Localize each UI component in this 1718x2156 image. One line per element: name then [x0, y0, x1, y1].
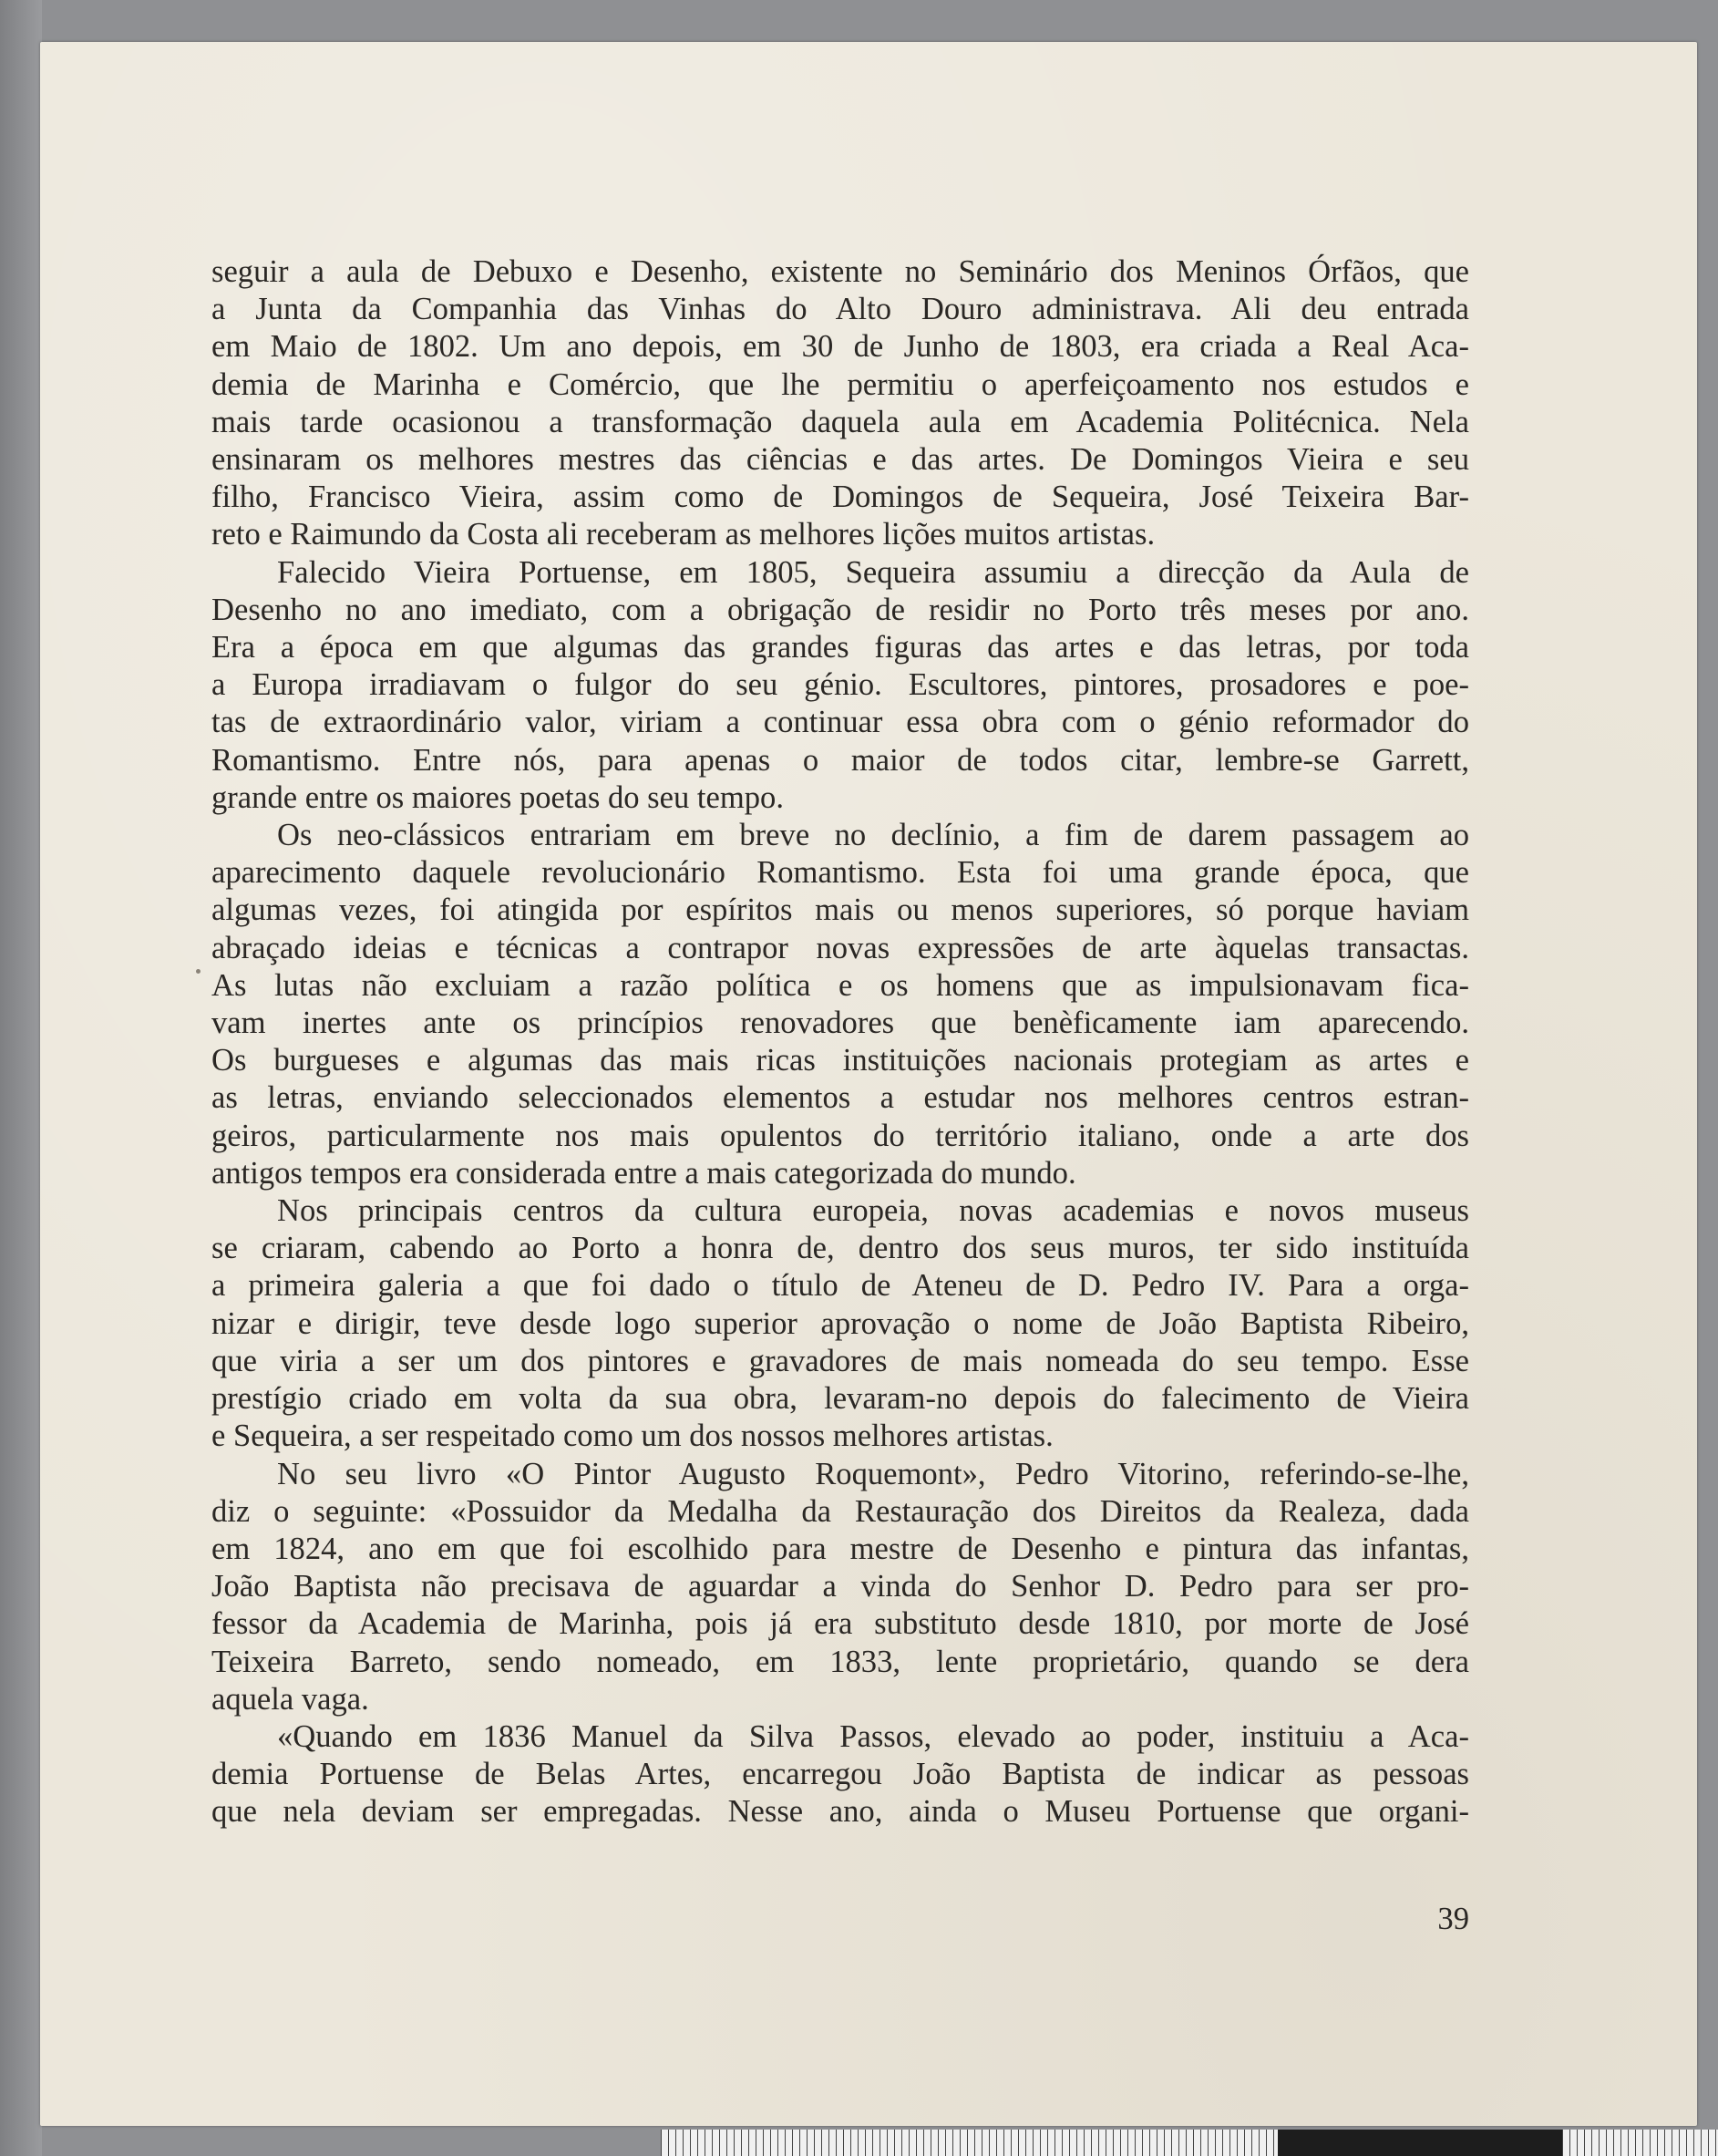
text-line: demia de Marinha e Comércio, que lhe permitiu o aperfeiçoamento nos estudos e [211, 366, 1469, 402]
scan-background [0, 0, 42, 2156]
text-line: que nela deviam ser empregadas. Nesse ano, ainda o Museu Portuense que organi- [211, 1794, 1469, 1830]
document-page [40, 42, 1697, 2126]
text-line: em Maio de 1802. Um ano depois, em 30 de Junho de 1803, era criada a Real Aca- [211, 329, 1469, 365]
text-line: e Sequeira, a ser respeitado como um dos nossos melhores artistas. [211, 1418, 1054, 1454]
text-line: demia Portuense de Belas Artes, encarregou João Baptista de indicar as pessoas [211, 1757, 1469, 1792]
text-line: que viria a ser um dos pintores e gravadores de mais nomeada do seu tempo. Esse [211, 1343, 1469, 1378]
text-line: aparecimento daquele revolucionário Romantismo. Esta foi uma grande época, que [211, 855, 1469, 891]
text-line: a Europa irradiavam o fulgor do seu génio. Escultores, pintores, prosadores e poe- [211, 667, 1469, 703]
text-line: se criaram, cabendo ao Porto a honra de, dentro dos seus muros, ter sido instituída [211, 1231, 1469, 1266]
text-line: as letras, enviando seleccionados elementos a estudar nos melhores centros estran- [211, 1080, 1469, 1116]
text-line: No seu livro «O Pintor Augusto Roquemont», Pedro Vitorino, referindo-se-lhe, [277, 1456, 1469, 1491]
scan-ruler-tail [1562, 2130, 1718, 2156]
text-line: Teixeira Barreto, sendo nomeado, em 1833, lente proprietário, quando se dera [211, 1644, 1469, 1679]
text-line: diz o seguinte: «Possuidor da Medalha da Restauração dos Direitos da Realeza, dada [211, 1493, 1469, 1529]
text-line: reto e Raimundo da Costa ali receberam as melhores lições muitos artistas. [211, 517, 1156, 552]
page-number: 39 [1437, 1902, 1469, 1936]
text-line: filho, Francisco Vieira, assim como de Domingos de Sequeira, José Teixeira Bar- [211, 480, 1469, 515]
text-line: antigos tempos era considerada entre a mais categorizada do mundo. [211, 1155, 1076, 1191]
text-line: As lutas não excluiam a razão política e os homens que as impulsionavam fica- [211, 967, 1469, 1003]
body-text [211, 253, 1469, 1831]
text-line: prestígio criado em volta da sua obra, levaram-no depois do falecimento de Vieira [211, 1381, 1469, 1417]
paper-speck [196, 969, 201, 974]
text-line: ensinaram os melhores mestres das ciências e das artes. De Domingos Vieira e seu [211, 442, 1469, 478]
text-line: Desenho no ano imediato, com a obrigação de residir no Porto três meses por ano. [211, 592, 1469, 627]
text-line: João Baptista não precisava de aguardar a vinda do Senhor D. Pedro para ser pro- [211, 1569, 1469, 1604]
text-line: vam inertes ante os princípios renovadores que benèficamente iam aparecendo. [211, 1006, 1469, 1041]
scan-ruler-dark-segment [1278, 2130, 1562, 2156]
text-line: abraçado ideias e técnicas a contrapor novas expressões de arte àquelas transactas. [211, 930, 1469, 965]
text-line: a Junta da Companhia das Vinhas do Alto Douro administrava. Ali deu entrada [211, 292, 1469, 327]
text-line: Os neo-clássicos entrariam em breve no declínio, a fim de darem passagem ao [277, 818, 1469, 853]
text-line: a primeira galeria a que foi dado o título de Ateneu de D. Pedro IV. Para a orga- [211, 1268, 1469, 1304]
text-line: algumas vezes, foi atingida por espíritos mais ou menos superiores, só porque haviam [211, 892, 1469, 928]
text-line: grande entre os maiores poetas do seu tempo. [211, 779, 784, 815]
text-line: mais tarde ocasionou a transformação daquela aula em Academia Politécnica. Nela [211, 404, 1469, 439]
text-line: aquela vaga. [211, 1681, 369, 1717]
text-line: «Quando em 1836 Manuel da Silva Passos, elevado ao poder, instituiu a Aca- [277, 1718, 1469, 1754]
text-line: seguir a aula de Debuxo e Desenho, existente no Seminário dos Meninos Órfãos, que [211, 254, 1469, 289]
text-line: Romantismo. Entre nós, para apenas o maior de todos citar, lembre-se Garrett, [211, 742, 1469, 778]
text-line: fessor da Academia de Marinha, pois já era substituto desde 1810, por morte de José [211, 1606, 1469, 1642]
text-line: Nos principais centros da cultura europeia, novas academias e novos museus [277, 1193, 1469, 1229]
text-line: Os burgueses e algumas das mais ricas instituições nacionais protegiam as artes e [211, 1043, 1469, 1078]
text-line: tas de extraordinário valor, viriam a continuar essa obra com o génio reformador do [211, 705, 1469, 740]
text-line: em 1824, ano em que foi escolhido para mestre de Desenho e pintura das infantas, [211, 1531, 1469, 1566]
text-line: Era a época em que algumas das grandes figuras das artes e das letras, por toda [211, 630, 1469, 665]
text-line: Falecido Vieira Portuense, em 1805, Sequeira assumiu a direcção da Aula de [277, 554, 1469, 590]
text-line: nizar e dirigir, teve desde logo superior aprovação o nome de João Baptista Ribeiro, [211, 1305, 1469, 1341]
text-line: geiros, particularmente nos mais opulentos do território italiano, onde a arte dos [211, 1118, 1469, 1153]
